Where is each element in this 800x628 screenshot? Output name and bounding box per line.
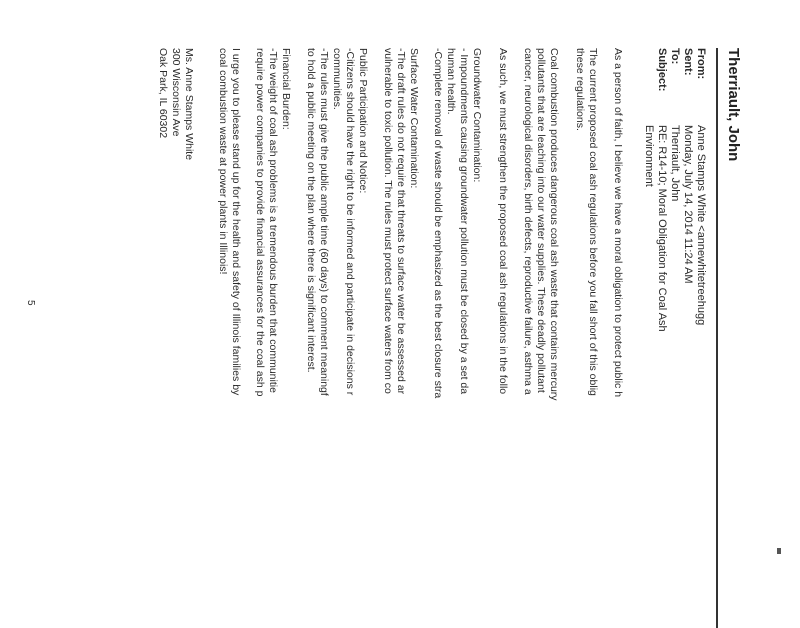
header-rule xyxy=(716,48,718,628)
section-heading-financial-burden: Financial Burden: xyxy=(280,48,292,130)
body-line: -The draft rules do not require that threats to surface water be assessed ar xyxy=(395,48,407,395)
page-number: 5 xyxy=(25,300,36,306)
body-line: -Citizens should have the right to be informed and participate in decisions r xyxy=(344,48,356,396)
body-line: these regulations. xyxy=(574,48,586,131)
subject-value-continued: Environment xyxy=(643,125,655,187)
body-line: The current proposed coal ash regulations before you fall short of this oblig xyxy=(587,48,599,396)
section-heading-groundwater: Groundwater Contamination: xyxy=(471,48,483,183)
section-heading-surface-water: Surface Water Contamination: xyxy=(408,48,420,189)
body-line: -Complete removal of waste should be emphasized as the best closure stra xyxy=(432,48,444,399)
body-line: Coal combustion produces dangerous coal ash waste that contains mercury xyxy=(548,48,560,401)
body-line: require power companies to provide financial assurances for the coal ash p xyxy=(254,48,266,397)
subject-value: RE: R14-10; Moral Obligation for Coal Ash xyxy=(656,125,668,332)
body-line: vulnerable to toxic pollution. The rules must protect surface waters from co xyxy=(382,48,394,394)
body-paragraph-intro: As a person of faith, I believe we have a moral obligation to protect public h xyxy=(612,48,624,398)
scan-mark xyxy=(777,548,781,554)
body-line: - Impoundments causing groundwater pollution must be closed by a set da xyxy=(458,48,470,395)
signature-city: Oak Park, IL 60302 xyxy=(157,48,169,139)
body-line: -The rules must give the public ample time (60 days) to comment meaningf xyxy=(318,48,330,396)
body-line: communities. xyxy=(331,48,343,110)
subject-label: Subject: xyxy=(656,48,668,92)
body-line: cancer, neurological disorders, birth defects, reproductive failure, asthma a xyxy=(522,48,534,395)
body-line: human health. xyxy=(445,48,457,115)
body-line: pollutants that are leaching into our water supplies. These deadly pollutant xyxy=(535,48,547,393)
signature-address: 300 Wisconsin Ave xyxy=(170,48,182,137)
to-value: Therriault, John xyxy=(669,125,681,202)
body-line-closing: I urge you to please stand up for the health and safety of Illinois families by xyxy=(230,48,242,396)
body-line: As such, we must strengthen the proposed coal ash regulations in the follo xyxy=(497,48,509,395)
recipient-name-heading: Therriault, John xyxy=(725,48,742,162)
section-heading-public-participation: Public Participation and Notice: xyxy=(357,48,369,194)
from-label: From: xyxy=(695,48,707,80)
sent-label: Sent: xyxy=(682,48,694,76)
signature-name: Ms. Anne Stamps White xyxy=(183,48,195,161)
body-line: coal combustion waste at power plants in Illinois! xyxy=(217,48,229,275)
body-line: to hold a public meeting on the plan where there is significant interest. xyxy=(305,48,317,373)
from-value: Anne Stamps White <annewhitetreehugg xyxy=(695,125,707,326)
sent-value: Monday, July 14, 2014 11:24 AM xyxy=(682,125,694,284)
body-line: -The weight of coal ash problems is a tremendous burden that communitie xyxy=(267,48,279,393)
to-label: To: xyxy=(669,48,681,65)
